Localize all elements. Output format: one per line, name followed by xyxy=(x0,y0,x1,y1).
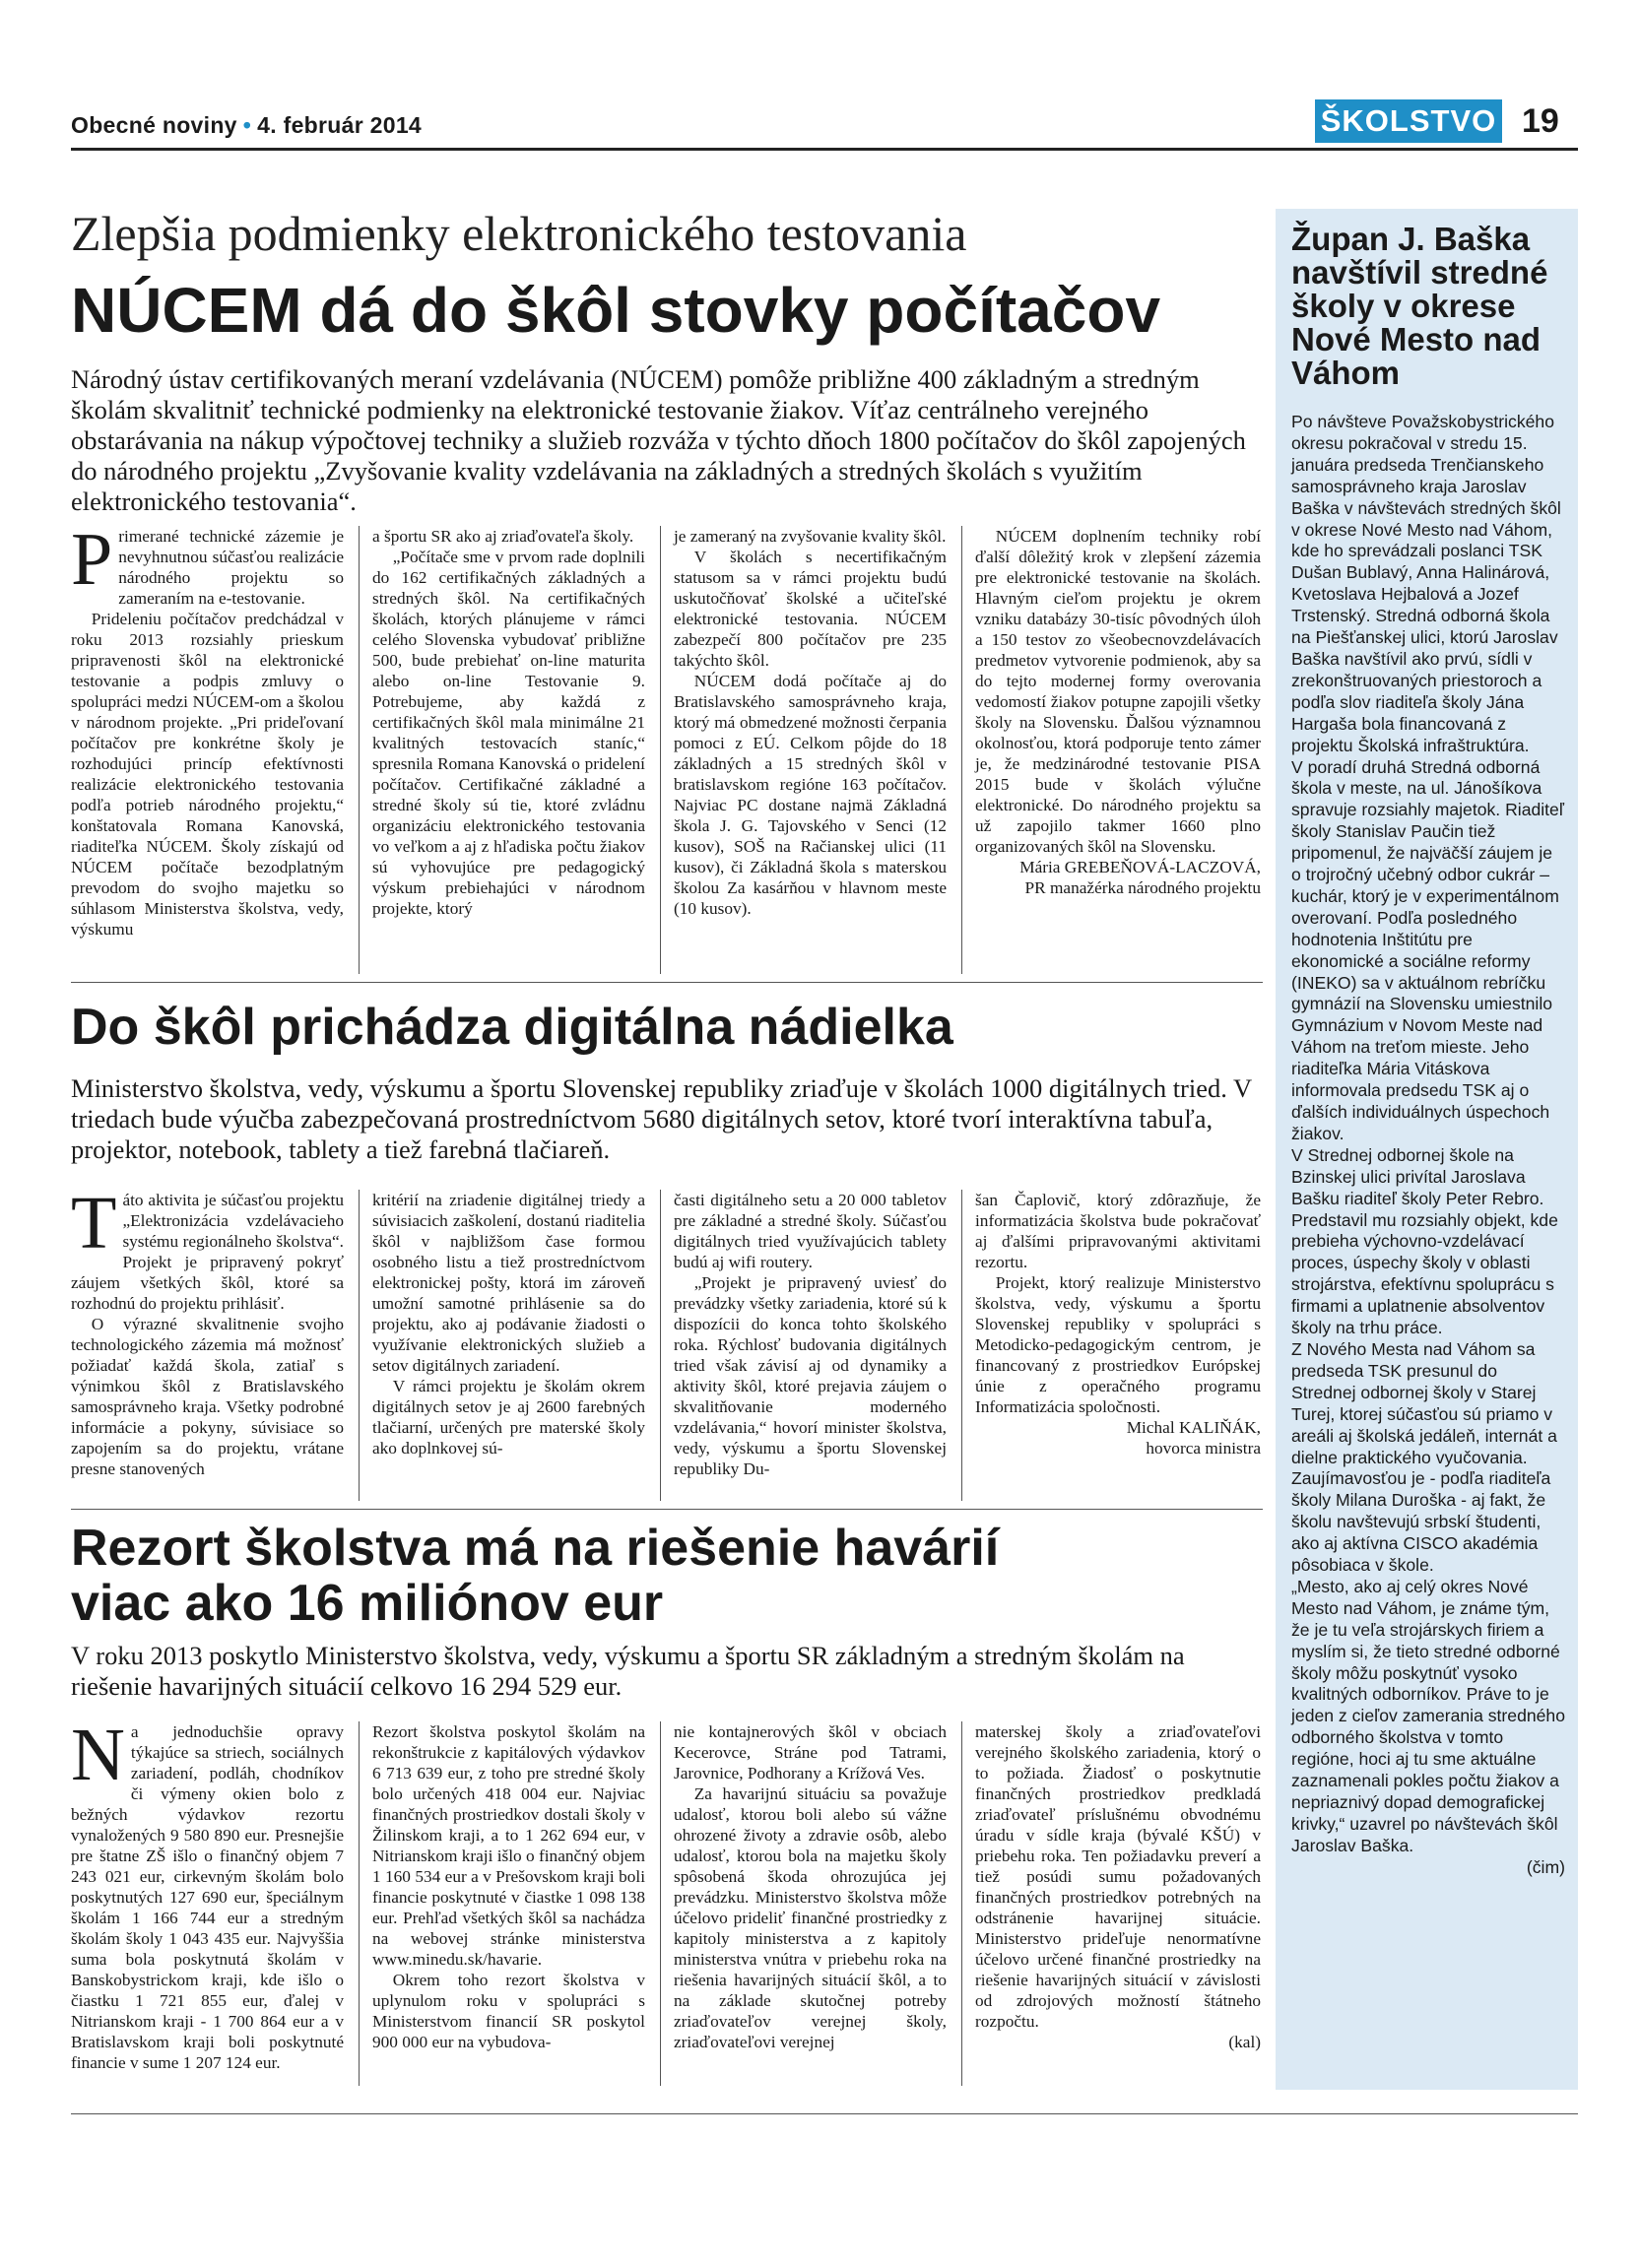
page-number: 19 xyxy=(1522,102,1559,140)
article3-column-3 xyxy=(674,1721,947,2052)
article3-headline-line1: Rezort školstva má na riešenie havárií xyxy=(71,1520,1000,1577)
article1-column-3 xyxy=(674,526,947,919)
article2-col3-p1: časti digitálneho setu a 20 000 tabletov pre základné a stredné školy. Súčasťou digitálnych tried využívajúcich tablety budú aj wifi routery. xyxy=(674,1191,947,1271)
separator-dot: • xyxy=(242,112,252,138)
article3-column-1 xyxy=(71,1714,344,2073)
sidebar-p4: Z Nového Mesta nad Váhom sa predseda TSK presunul do Strednej odbornej školy v Starej Turej, ktorej súčasťou sú priamo v areáli aj školská jedáleň, internát a dielne praktického vyučovania. Zaujímavosťou je - podľa riaditeľa školy Milana Duroška - aj fakt, že školu navštevujú srbskí študenti, ako aj aktívna CISCO akadémia pôsobiaca v škole. xyxy=(1291,1338,1557,1576)
sidebar-author: (čim) xyxy=(1526,1856,1565,1877)
column-divider xyxy=(359,1190,360,1501)
article3-col3-p2: Za havarijnú situáciu sa považuje udalosť, ktorou boli alebo sú vážne ohrozené životy a zdravie osôb, alebo udalosť, ktorou bola na majetku školy spôsobená škoda ohrozujúca jej prevádzku. Ministerstvo školstva môže účelovo prideliť finančné prostriedky z kapitoly ministerstva a z kapitoly ministerstva vnútra v priebehu roka na riešenia havarijných situácií škôl, a to na základe skutočnej potreby zriaďovateľov verejnej školy, zriaďovateľovi verejnej xyxy=(674,1784,947,2051)
article2-author: Michal KALIŇÁK, xyxy=(1126,1418,1261,1437)
article1-kicker: Zlepšia podmienky elektronického testovania xyxy=(71,206,967,261)
sidebar-p3: V Strednej odbornej škole na Bzinskej ulici privítal Jaroslava Bašku riaditeľ školy Peter Rebro. Predstavil mu rozsiahly objekt, kde prebieha výchovno-vzdelávací proces, úspechy školy v oblasti strojárstva, efektívnu spoluprácu s firmami a uplatnenie absolventov školy na trhu práce. xyxy=(1291,1144,1558,1338)
article3-author: (kal) xyxy=(1228,2033,1261,2051)
article3-headline xyxy=(71,1521,999,1631)
article1-author-role: PR manažérka národného projektu xyxy=(1024,878,1261,897)
article3-col2-p1: Rezort školstva poskytol školám na rekonštrukcie z kapitálových výdavkov 6 713 639 eur, z toho pre stredné školy bolo určených 418 004 eur. Najviac finančných prostriedkov dostali školy v Žilinskom kraji, a to 1 262 694 eur, v Nitrianskom kraji išlo o finančný objem 1 160 534 eur a v Prešovskom kraji boli financie poskytnuté v čiastke 1 098 138 eur. Prehľad všetkých škôl sa nachádza na webovej stránke ministerstva www.minedu.sk/havarie. xyxy=(372,1722,645,1969)
article1-dropcap: P xyxy=(71,518,113,601)
article1-column-1 xyxy=(71,518,344,940)
header-rule xyxy=(71,148,1578,151)
article2-column-4 xyxy=(975,1190,1261,1458)
sidebar-body xyxy=(1291,412,1565,1879)
article2-column-3 xyxy=(674,1190,947,1479)
article2-headline: Do škôl prichádza digitálna nádielka xyxy=(71,999,953,1056)
article1-bottom-rule xyxy=(71,982,1263,983)
article1-col1-p1: rimerané technické zázemie je nevyhnutnou súčasťou realizácie národného projektu so zameraním na e-testovanie. xyxy=(118,527,344,608)
article2-col4-p1: šan Čaplovič, ktorý zdôrazňuje, že informatizácia školstva bude pokračovať aj ďalšími pripravovanými aktivitami rezortu. xyxy=(975,1191,1261,1271)
article1-col4-p1: NÚCEM doplnením techniky robí ďalší dôležitý krok v zlepšení zázemia pre elektronické testovanie na školách. Hlavným cieľom projektu je okrem vzniku databázy 30-tisíc pôvodných úloh a 150 testov zo všeobecnovzdelávacích predmetov vytvorenie podmienok, aby sa do tejto modernej formy overovania vedomostí žiakov potupne zapojili všetky školy na Slovensku. Ďalšou významnou okolnosťou, ktorá podporuje tento zámer je, že medzinárodné testovanie PISA 2015 bude v školách výlučne elektronické. Do národného projektu sa už zapojilo takmer 1660 plno organizovaných škôl na Slovensku. xyxy=(975,527,1261,856)
article2-col2-p1: kritérií na zriadenie digitálnej triedy a súvisiacich zaškolení, dostanú riaditelia škôl v najbližšom čase formou osobného listu a tiež prostredníctvom elektronickej pošty, ktorá im zároveň umožní samotné prihlásenie sa do projektu, ako aj podávanie žiadosti o využívanie elektronických služieb a setov digitálnych zariadení. xyxy=(372,1191,645,1375)
column-divider xyxy=(961,1721,962,2086)
article2-lead: Ministerstvo školstva, vedy, výskumu a športu Slovenskej republiky zriaďuje v školách 1000 digitálnych tried. V triedach bude výučba zabezpečovaná prostredníctvom 5680 digitálnych setov, ktoré tvorí interaktívna tabuľa, projektor, notebook, tablety a tiež farebná tlačiareň. xyxy=(71,1073,1252,1164)
article1-col3-p3: NÚCEM dodá počítače aj do Bratislavského samosprávneho kraja, ktorý má obmedzené možnosti čerpania pomoci z EÚ. Celkom pôjde do 18 základných a 15 stredných škôl v bratislavskom regióne 163 počítačov. Najviac PC dostane najmä Základná škola J. G. Tajovského v Senci (12 kusov), SOŠ na Račianskej ulici (11 kusov), či Základná škola s materskou školou Za kasárňou v hlavnom meste (10 kusov). xyxy=(674,672,947,918)
article3-col4-p1: materskej školy a zriaďovateľovi verejného školského zariadenia, ktorý o to požiada. Žiadosť o poskytnutie finančných prostriedkov predkladá zriaďovateľ príslušnému obvodnému úradu v sídle kraja (bývalé KŠÚ) v priebehu roka. Ten požiadavku preverí a tiež posúdi sumu požadovaných finančných prostriedkov potrebných na odstránenie havarijnej situácie. Ministerstvo prideľuje nenormatívne účelovo určené finančné prostriedky na riešenie havarijných situácií v závislosti od zdrojových možností štátneho rozpočtu. xyxy=(975,1722,1261,2031)
publication-name: Obecné noviny xyxy=(71,112,237,138)
sidebar-p2: V poradí druhá Stredná odborná škola v meste, na ul. Jánošíkova spravuje rozsiahly majetok. Riaditeľ školy Stanislav Paučin tiež pripomenul, že najväčší záujem je o trojročný učebný odbor cukrár – kuchár, ktorý je v experimentálnom overovaní. Podľa posledného hodnotenia Inštitútu pre ekonomické a sociálne reformy (INEKO) sa v aktuálnom rebríčku gymnázií na Slovensku umiestnilo Gymnázium v Novom Meste nad Váhom na treťom mieste. Jeho riaditeľka Mária Vitáskova informovala predsedu TSK aj o ďalších individuálnych úspechoch žiakov. xyxy=(1291,756,1564,1143)
article2-author-role: hovorca ministra xyxy=(1146,1439,1261,1458)
article1-col2-p1: a športu SR ako aj zriaďovateľa školy. xyxy=(372,527,634,546)
article2-dropcap: T xyxy=(71,1182,117,1264)
article3-headline-line2: viac ako 16 miliónov eur xyxy=(71,1575,664,1632)
section-tag: ŠKOLSTVO xyxy=(1315,99,1502,143)
column-divider xyxy=(359,526,360,974)
article1-col2-p2: „Počítače sme v prvom rade doplnili do 162 certifikačných základných a stredných škôl. Na certifikačných školách, ktorých plánujeme v rámci celého Slovenska vybudovať približne 500, bude prebiehať on-line maturita alebo on-line Testovanie 9. Potrebujeme, aby každá z certifikačných škôl mala minimálne 21 kvalitných testovacích staníc,“ spresnila Romana Kanovská o pridelení počítačov. Certifikačné základné a stredné školy sú tie, ktoré zvládnu organizáciu elektronického testovania vo veľkom a aj z hľadiska počtu žiakov sú vyhovujúce pre pedagogický výskum prebiehajúci v národnom projekte, ktorý xyxy=(372,548,645,918)
column-divider xyxy=(961,526,962,974)
article2-col4-p2: Projekt, ktorý realizuje Ministerstvo školstva, vedy, výskumu a športu Slovenskej republiky v spolupráci s Metodicko-pedagogickým centrom, je financovaný z prostriedkov Európskej únie z operačného programu Informatizácia spoločnosti. xyxy=(975,1273,1261,1416)
article2-col1-p2: O výrazné skvalitnenie svojho technologického zázemia má možnosť požiadať každá škola, zatiaľ s výnimkou škôl z Bratislavského samosprávneho kraja. Všetky podrobné informácie a pokyny, súvisiace so zapojením sa do projektu, vrátane presne stanovených xyxy=(71,1315,344,1478)
article3-column-2 xyxy=(372,1721,645,2052)
article3-col3-p1: nie kontajnerových škôl v obciach Kecerovce, Stráne pod Tatrami, Jarovnice, Podhorany a Krížová Ves. xyxy=(674,1722,947,1782)
article1-col3-p2: V školách s necertifikačným statusom sa v rámci projektu budú uskutočňovať školské a učiteľské elektronické testovania. NÚCEM zabezpečí 800 počítačov pre 235 takýchto škôl. xyxy=(674,548,947,670)
article1-lead: Národný ústav certifikovaných meraní vzdelávania (NÚCEM) pomôže približne 400 základným a stredným školám skvalitniť technické podmienky na elektronické testovanie žiakov. Víťaz centrálneho verejného obstarávania na nákup výpočtovej techniky a služieb rozváža v týchto dňoch 1800 počítačov do škôl zapojených do národného projektu „Zvyšovanie kvality vzdelávania na základných a stredných školách s využitím elektronického testovania“. xyxy=(71,364,1246,516)
footer-rule xyxy=(71,2113,1578,2114)
article1-column-4 xyxy=(975,526,1261,898)
column-divider xyxy=(359,1721,360,2086)
column-divider xyxy=(961,1190,962,1501)
article1-headline: NÚCEM dá do škôl stovky počítačov xyxy=(71,275,1161,346)
column-divider xyxy=(660,1190,661,1501)
column-divider xyxy=(660,1721,661,2086)
masthead xyxy=(71,112,422,139)
article1-col3-p1: je zameraný na zvyšovanie kvality škôl. xyxy=(674,527,947,546)
article2-bottom-rule xyxy=(71,1509,1263,1510)
article2-col2-p2: V rámci projektu je školám okrem digitálnych setov je aj 2600 farebných tlačiarní, určených pre materské školy ako doplnkovej sú- xyxy=(372,1377,645,1458)
article3-column-4 xyxy=(975,1721,1261,2052)
article3-col2-p2: Okrem toho rezort školstva v uplynulom roku v spolupráci s Ministerstvom financií SR poskytol 900 000 eur na vybudova- xyxy=(372,1971,645,2051)
article2-column-2 xyxy=(372,1190,645,1458)
sidebar-p1: Po návšteve Považskobystrického okresu pokračoval v stredu 15. januára predseda Trenčianskeho samosprávneho kraja Jaroslav Baška v návštevách stredných škôl v okrese Nové Mesto nad Váhom, kde ho sprevádzali poslanci TSK Dušan Bublavý, Anna Halinárová, Kvetoslava Hejbalová a Jozef Trstenský. Stredná odborná škola na Piešťanskej ulici, ktorú Jaroslav Baška navštívil ako prvú, sídli v zrekonštruovaných priestoroch a podľa slov riaditeľa školy Jána Hargaša bola financovaná z projektu Školská infraštruktúra. xyxy=(1291,412,1561,755)
article1-col1-p2: Prideleniu počítačov predchádzal v roku 2013 rozsiahly prieskum pripravenosti škôl na elektronické testovanie a podpis zmluvy o spolupráci medzi NÚCEM-om a školou v národnom projekte. „Pri prideľovaní počítačov pre konkrétne školy je rozhodujúci princíp efektívnosti realizácie elektronického testovania podľa potrieb národného projektu,“ konštatovala Romana Kanovská, riaditeľka NÚCEM. Školy získajú od NÚCEM počítače bezodplatným prevodom do svojho majetku so súhlasom Ministerstva školstva, vedy, výskumu xyxy=(71,610,344,939)
sidebar-p5: „Mesto, ako aj celý okres Nové Mesto nad Váhom, je známe tým, že je tu veľa strojárskych firiem a myslím si, že tieto stredné odborné školy môžu poskytnúť vysoko kvalitných odborníkov. Práve to je jeden z cieľov zamerania stredného odborného školstva v tomto regióne, hoci aj tu sme aktuálne zaznamenali pokles počtu žiakov a nepriaznivý dopad demografickej krivky,“ uzavrel po návštevách škôl Jaroslav Baška. xyxy=(1291,1576,1565,1855)
article3-col1-p1: a jednoduchšie opravy týkajúce sa striech, sociálnych zariadení, podláh, chodníkov či výmeny okien bolo z bežných výdavkov rezortu vynaložených 9 580 890 eur. Presnejšie pre štatne ZŠ išlo o finančný objem 7 243 021 eur, cirkevným školám bolo poskytnutých 127 690 eur, špeciálnym školám 1 166 744 eur a stredným školám školy 1 043 435 eur. Najvyššia suma bola poskytnutá školám v Banskobystrickom kraji, kde išlo o čiastku 1 721 855 eur, ďalej v Nitrianskom kraji - 1 700 864 eur a v Bratislavskom kraji boli poskytnuté financie v sume 1 207 124 eur. xyxy=(71,1722,344,2072)
article2-col3-p2: „Projekt je pripravený uviesť do prevádzky všetky zariadenia, ktoré sú k dispozícii do konca tohto školského roka. Rýchlosť budovania digitálnych tried však závisí aj od dynamiky a aktivity škôl, ktoré prejavia záujem o skvalitňovanie moderného vzdelávania,“ hovorí minister školstva, vedy, výskumu a športu Slovenskej republiky Du- xyxy=(674,1273,947,1478)
sidebar-title: Župan J. Baška navštívil stredné školy v okrese Nové Mesto nad Váhom xyxy=(1291,221,1548,391)
article3-lead: V roku 2013 poskytlo Ministerstvo školstva, vedy, výskumu a športu SR základným a stredným školám na riešenie havarijných situácií celkovo 16 294 529 eur. xyxy=(71,1641,1185,1701)
article2-col1-p1: áto aktivita je súčasťou projektu „Elektronizácia vzdelávacieho systému regionálneho školstva“. Projekt je pripravený pokryť záujem všetkých škôl, ktoré sa rozhodnú do projektu prihlásiť. xyxy=(71,1191,344,1313)
article1-author: Mária GREBEŇOVÁ-LACZOVÁ, xyxy=(1019,858,1261,876)
sidebar-box xyxy=(1276,209,1578,2090)
article2-column-1 xyxy=(71,1182,344,1479)
issue-date: 4. február 2014 xyxy=(257,112,423,138)
column-divider xyxy=(660,526,661,974)
article3-dropcap: N xyxy=(71,1714,125,1796)
article1-column-2 xyxy=(372,526,645,919)
